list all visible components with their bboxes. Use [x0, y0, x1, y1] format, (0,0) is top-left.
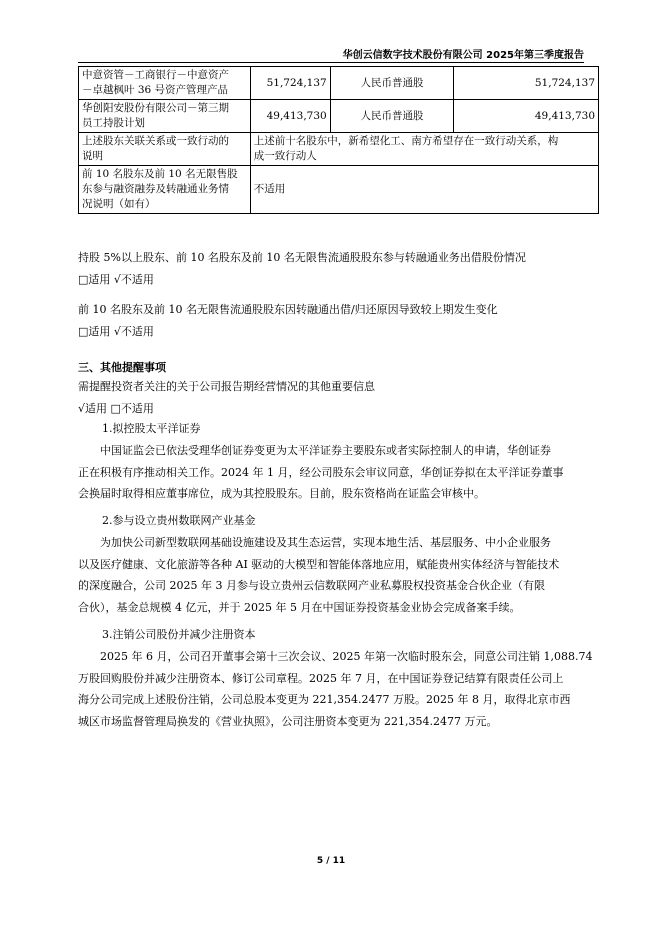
- change-title: 前 10 名股东及前 10 名无限售流通股股东因转融通出借/归还原因导致较上期发生变化: [78, 303, 498, 316]
- item2-title: 2.参与设立贵州数联网产业基金: [102, 514, 256, 527]
- relation-label-cell: [79, 133, 251, 166]
- margin-label-cell: [79, 166, 251, 214]
- item2-body: [78, 532, 600, 618]
- holder-name-line: 中意资管－工商银行－中意资产: [82, 69, 229, 81]
- margin-label-line: 前 10 名股东及前 10 名无限售股: [82, 168, 238, 180]
- relation-label-line: 上述股东关联关系或一致行动的: [82, 135, 229, 147]
- margin-text-cell: 不适用: [250, 166, 598, 214]
- relation-text-line: 成一致行动人: [253, 150, 317, 162]
- item3-body: [78, 646, 600, 732]
- item1-line: 会换届时取得相应董事席位，成为其控股股东。目前，股东资格尚在证监会审核中。: [78, 487, 485, 500]
- report-header: 华创云信数字技术股份有限公司 2025年第三季度报告: [342, 50, 584, 61]
- table-row: [79, 67, 599, 100]
- item1-line: 中国证监会已依法受理华创证券变更为太平洋证券主要股东或者实际控制人的申请，华创证券: [100, 444, 551, 457]
- relation-text-line: 上述前十名股东中，新希望化工、南方希望存在一致行动关系，构: [253, 135, 559, 147]
- relation-text-cell: [250, 133, 598, 166]
- item3-line: 海分公司完成上述股份注销，公司总股本变更为 221,354.2477 万股。2025 年 8 月，取得北京市西: [78, 693, 571, 706]
- change-block: [78, 299, 600, 342]
- table-row: [79, 100, 599, 133]
- section-intro: 需提醒投资者关注的关于公司报告期经营情况的其他重要信息: [78, 380, 375, 393]
- change-options: □适用 √不适用: [78, 324, 154, 338]
- section-title: 三、其他提醒事项: [78, 361, 166, 374]
- holder-name-line: 员工持股计划: [82, 117, 145, 129]
- section-intro-block: [78, 376, 600, 419]
- item3-line: 2025 年 6 月，公司召开董事会第十三次会议、2025 年第一次临时股东会，同意公司注销 1,088.74: [100, 650, 593, 663]
- share-amount-cell: 51,724,137: [454, 67, 599, 100]
- item1-line: 正在积极有序推动相关工作。2024 年 1 月，经公司股东会审议同意，华创证券拟在太平洋证券董事: [78, 465, 564, 479]
- holder-name-line: 华创阳安股份有限公司－第三期: [82, 102, 229, 114]
- shareholder-table: [78, 66, 599, 214]
- item2-line: 合伙），基金总规模 4 亿元，并于 2025 年 5 月在中国证券投资基金业协会完成备案手续。: [78, 600, 521, 614]
- item3-line: 城区市场监督管理局换发的《营业执照》，公司注册资本变更为 221,354.2477 万元。: [78, 714, 498, 728]
- margin-label-line: 况说明（如有）: [82, 198, 156, 210]
- share-amount-cell: 49,413,730: [250, 100, 330, 133]
- item2-line: 以及医疗健康、文化旅游等各种 AI 驱动的大模型和智能体落地应用，赋能贵州实体经济与智能技术: [78, 557, 560, 571]
- page-number: 5 / 11: [316, 856, 346, 866]
- lending-title: 持股 5%以上股东、前 10 名股东及前 10 名无限售流通股股东参与转融通业务出借股份情况: [78, 251, 526, 264]
- section-options: √适用 □不适用: [78, 401, 154, 415]
- item3-title: 3.注销公司股份并减少注册资本: [102, 628, 256, 641]
- item1-body: [78, 440, 600, 505]
- relation-label-line: 说明: [82, 150, 103, 162]
- lending-block: [78, 247, 600, 290]
- item1-title: 1.拟控股太平洋证券: [102, 422, 201, 435]
- item2-line: 为加快公司新型数联网基础设施建设及其生态运营，实现本地生活、基层服务、中小企业服务: [100, 536, 551, 549]
- margin-label-line: 东参与融资融券及转融通业务情: [82, 183, 229, 195]
- share-type-cell: 人民币普通股: [330, 100, 454, 133]
- holder-name-cell: [79, 100, 251, 133]
- holder-name-line: －卓越枫叶 36 号资产管理产品: [82, 84, 229, 96]
- share-amount-cell: 49,413,730: [454, 100, 599, 133]
- table-row: [79, 133, 599, 166]
- item3-line: 万股回购股份并减少注册资本、修订公司章程。2025 年 7 月，在中国证券登记结算有限责任公司上: [78, 671, 564, 685]
- item2-line: 的深度融合，公司 2025 年 3 月参与设立贵州云信数联网产业私募股权投资基金合伙企业（有限: [78, 579, 545, 592]
- holder-name-cell: [79, 67, 251, 100]
- share-type-cell: 人民币普通股: [330, 67, 454, 100]
- share-amount-cell: 51,724,137: [250, 67, 330, 100]
- lending-options: □适用 √不适用: [78, 272, 154, 286]
- table-row: [79, 166, 599, 214]
- header-divider: [78, 62, 584, 63]
